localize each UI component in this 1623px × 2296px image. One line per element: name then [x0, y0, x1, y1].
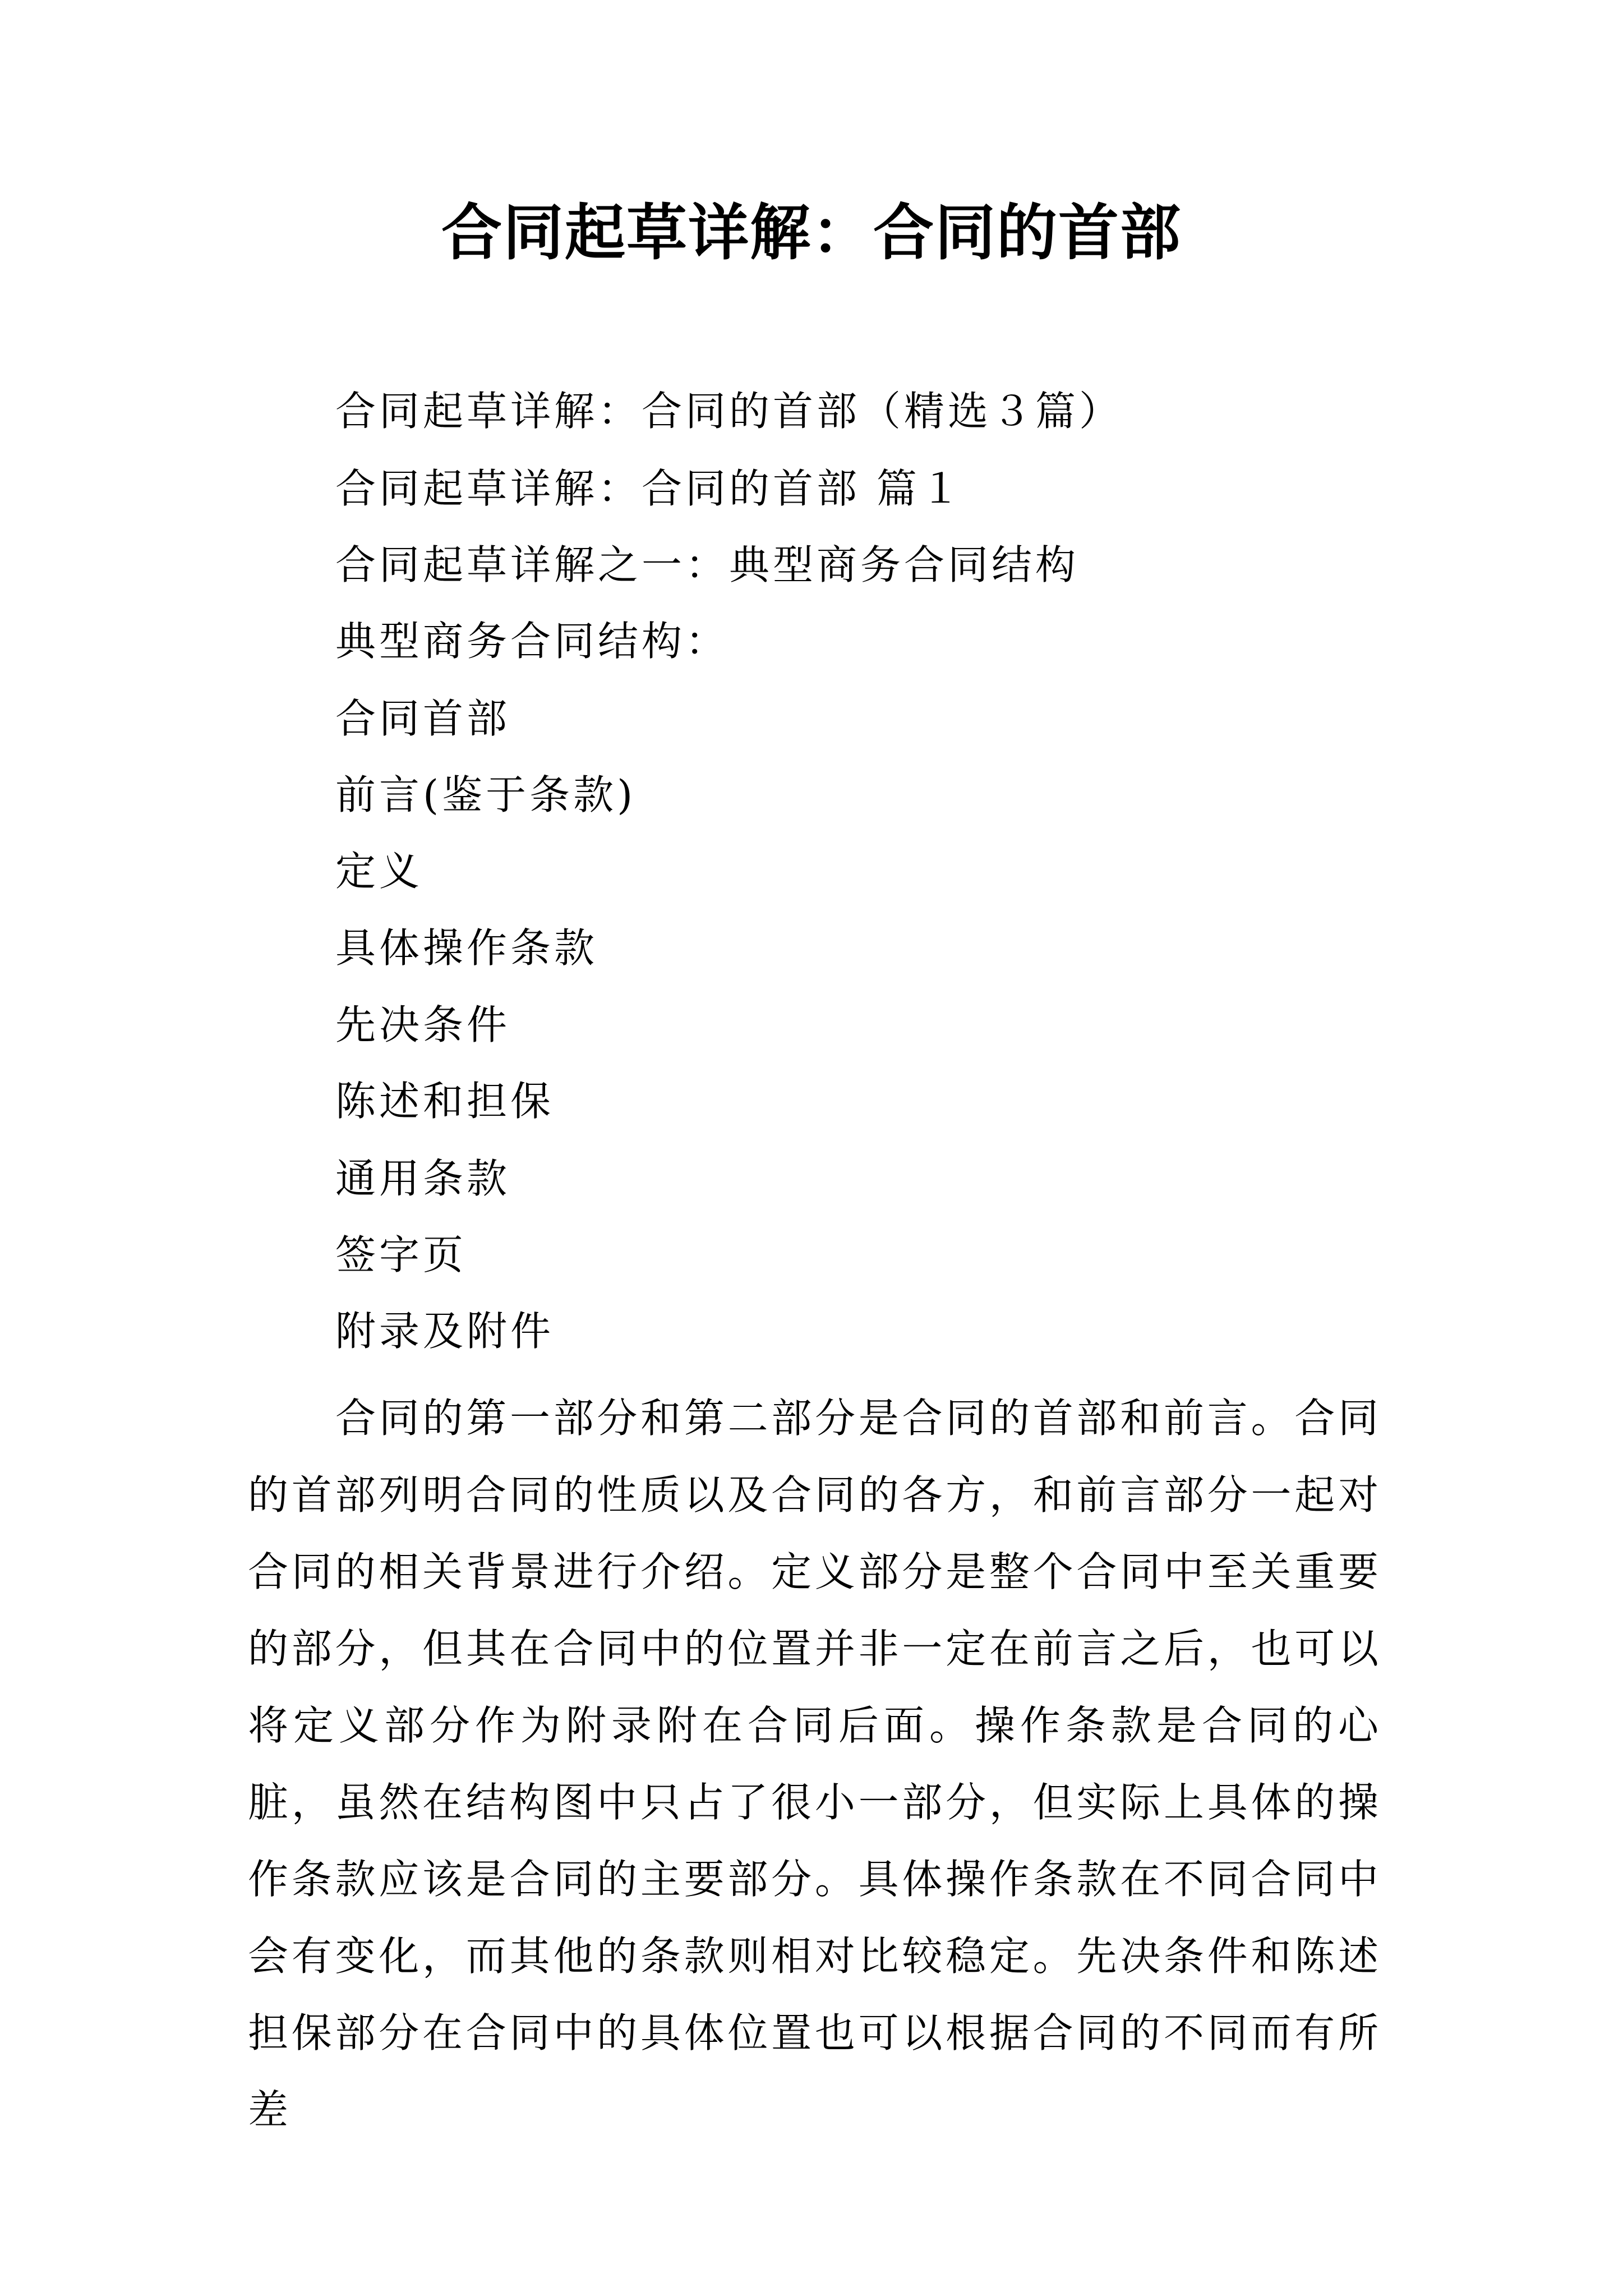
subtitle-line: 合同起草详解：合同的首部（精选３篇）	[335, 388, 1123, 435]
section-heading: 合同起草详解：合同的首部 篇１	[335, 465, 964, 512]
structure-item: 通用条款	[335, 1155, 511, 1202]
structure-item: 陈述和担保	[335, 1078, 555, 1125]
structure-item: 合同首部	[335, 695, 511, 742]
body-paragraph: 合同的第一部分和第二部分是合同的首部和前言。合同的首部列明合同的性质以及合同的各方，和前言部分一起对合同的相关背景进行介绍。定义部分是整个合同中至关重要的部分，但其在合同中的位置并非一定在前言之后，也可以将定义部分作为附录附在合同后面。操作条款是合同的心脏，虽然在结构图中只占了很小一部分，但实际上具体的操作条款应该是合同的主要部分。具体操作条款在不同合同中会有变化，而其他的条款则相对比较稳定。先决条件和陈述担保部分在合同中的具体位置也可以根据合同的不同而有所差	[248, 1395, 1381, 2133]
document-title: 合同起草详解：合同的首部	[441, 197, 1182, 268]
structure-item: 签字页	[335, 1231, 467, 1278]
structure-item: 先决条件	[335, 1001, 511, 1048]
structure-item: 具体操作条款	[335, 924, 598, 972]
structure-item: 定义	[335, 848, 423, 895]
structure-heading: 典型商务合同结构：	[335, 618, 730, 665]
section-subheading: 合同起草详解之一：典型商务合同结构	[335, 541, 1080, 588]
structure-item: 附录及附件	[335, 1308, 555, 1355]
structure-item: 前言(鉴于条款)	[335, 771, 637, 818]
